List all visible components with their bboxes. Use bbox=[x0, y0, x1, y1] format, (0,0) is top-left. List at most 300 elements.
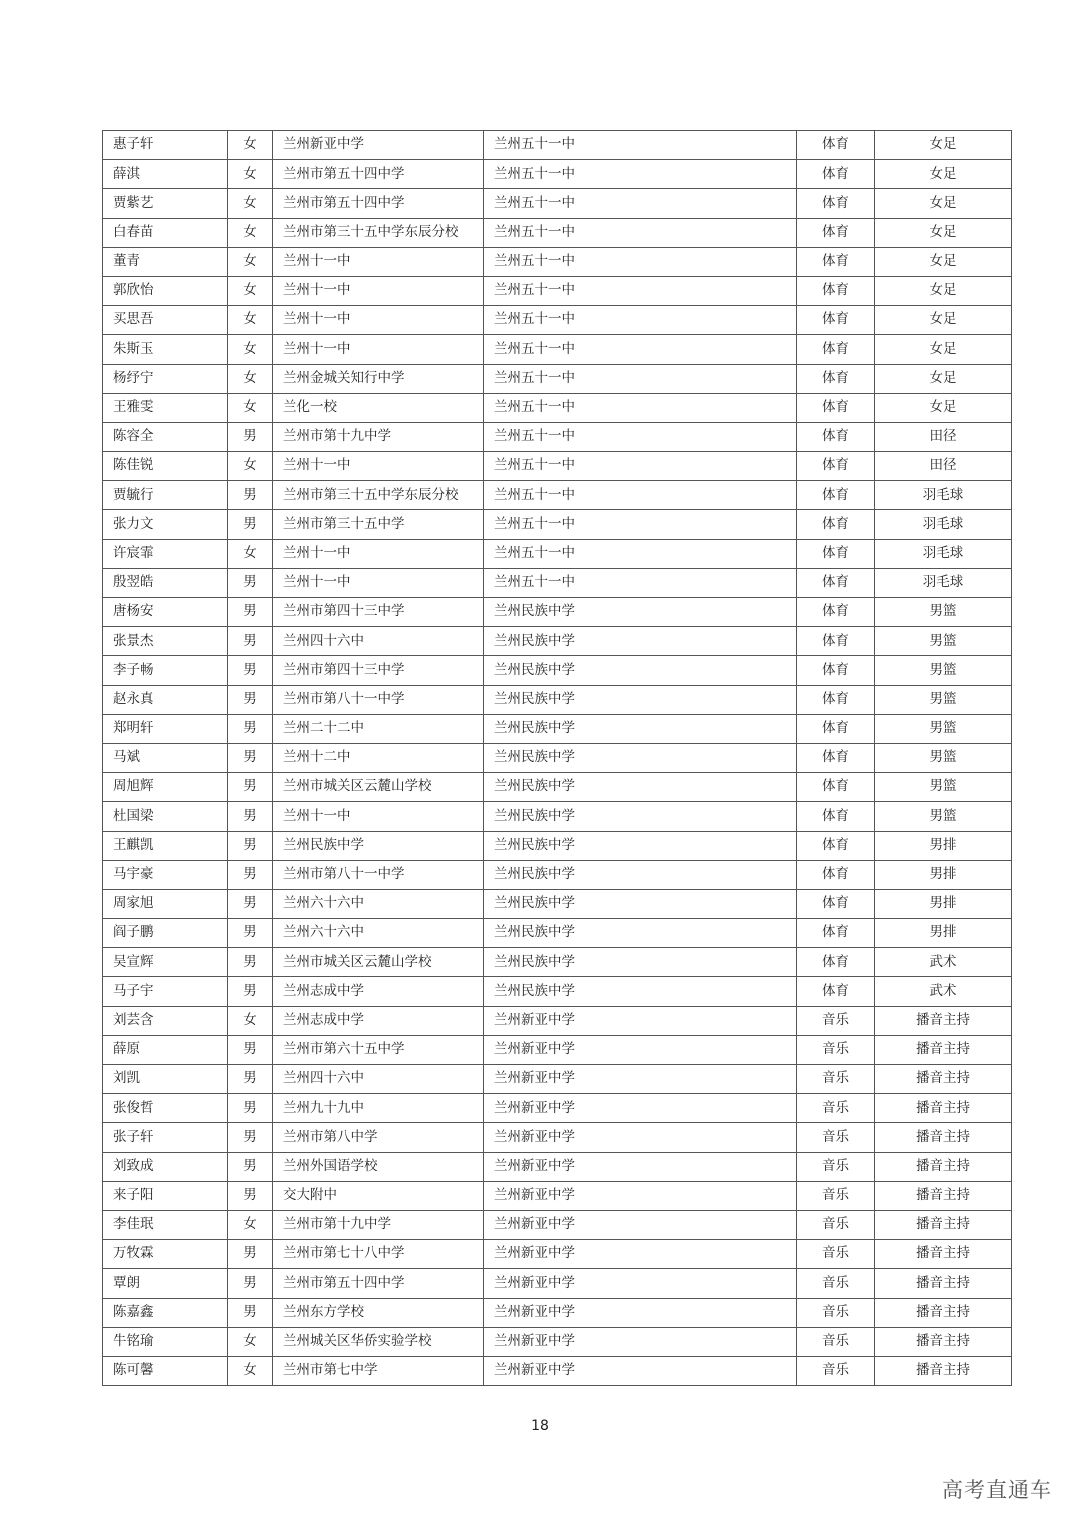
admitted-school-cell: 兰州新亚中学 bbox=[484, 1298, 797, 1327]
origin-school-cell: 兰州十一中 bbox=[273, 452, 484, 481]
specialty-cell: 男排 bbox=[875, 919, 1012, 948]
major-category-cell: 音乐 bbox=[797, 1006, 875, 1035]
table-row bbox=[103, 510, 1012, 539]
origin-school-cell: 兰州市第五十四中学 bbox=[273, 160, 484, 189]
table-row bbox=[103, 1035, 1012, 1064]
admitted-school-cell: 兰州五十一中 bbox=[484, 510, 797, 539]
table-row bbox=[103, 276, 1012, 305]
specialty-cell: 女足 bbox=[875, 364, 1012, 393]
specialty-cell: 播音主持 bbox=[875, 1269, 1012, 1298]
admitted-school-cell: 兰州民族中学 bbox=[484, 860, 797, 889]
admission-table bbox=[102, 130, 1012, 1386]
table-row bbox=[103, 1298, 1012, 1327]
student-name-cell: 李佳珉 bbox=[103, 1210, 228, 1239]
origin-school-cell: 兰州市第六十五中学 bbox=[273, 1035, 484, 1064]
major-category-cell: 体育 bbox=[797, 131, 875, 160]
major-category-cell: 音乐 bbox=[797, 1240, 875, 1269]
student-name-cell: 赵永真 bbox=[103, 685, 228, 714]
origin-school-cell: 兰州民族中学 bbox=[273, 831, 484, 860]
gender-cell: 男 bbox=[228, 481, 273, 510]
origin-school-cell: 交大附中 bbox=[273, 1181, 484, 1210]
admitted-school-cell: 兰州民族中学 bbox=[484, 948, 797, 977]
gender-cell: 男 bbox=[228, 598, 273, 627]
major-category-cell: 音乐 bbox=[797, 1123, 875, 1152]
origin-school-cell: 兰州市第十九中学 bbox=[273, 422, 484, 451]
specialty-cell: 女足 bbox=[875, 131, 1012, 160]
student-name-cell: 马斌 bbox=[103, 743, 228, 772]
admitted-school-cell: 兰州新亚中学 bbox=[484, 1006, 797, 1035]
table-row bbox=[103, 977, 1012, 1006]
origin-school-cell: 兰州十一中 bbox=[273, 335, 484, 364]
origin-school-cell: 兰州九十九中 bbox=[273, 1094, 484, 1123]
major-category-cell: 音乐 bbox=[797, 1065, 875, 1094]
admitted-school-cell: 兰州五十一中 bbox=[484, 276, 797, 305]
table-row bbox=[103, 1356, 1012, 1385]
major-category-cell: 体育 bbox=[797, 189, 875, 218]
major-category-cell: 体育 bbox=[797, 481, 875, 510]
gender-cell: 男 bbox=[228, 1298, 273, 1327]
major-category-cell: 音乐 bbox=[797, 1356, 875, 1385]
specialty-cell: 播音主持 bbox=[875, 1356, 1012, 1385]
admitted-school-cell: 兰州民族中学 bbox=[484, 802, 797, 831]
student-name-cell: 朱斯玉 bbox=[103, 335, 228, 364]
origin-school-cell: 兰州市第七中学 bbox=[273, 1356, 484, 1385]
major-category-cell: 体育 bbox=[797, 948, 875, 977]
student-name-cell: 吴宣辉 bbox=[103, 948, 228, 977]
gender-cell: 男 bbox=[228, 714, 273, 743]
major-category-cell: 体育 bbox=[797, 919, 875, 948]
major-category-cell: 音乐 bbox=[797, 1181, 875, 1210]
table-row bbox=[103, 247, 1012, 276]
table-row bbox=[103, 1123, 1012, 1152]
origin-school-cell: 兰州十一中 bbox=[273, 568, 484, 597]
admitted-school-cell: 兰州新亚中学 bbox=[484, 1269, 797, 1298]
origin-school-cell: 兰化一校 bbox=[273, 393, 484, 422]
major-category-cell: 体育 bbox=[797, 802, 875, 831]
major-category-cell: 体育 bbox=[797, 422, 875, 451]
table-row bbox=[103, 306, 1012, 335]
admitted-school-cell: 兰州民族中学 bbox=[484, 743, 797, 772]
admitted-school-cell: 兰州民族中学 bbox=[484, 714, 797, 743]
origin-school-cell: 兰州市第四十三中学 bbox=[273, 656, 484, 685]
specialty-cell: 男篮 bbox=[875, 598, 1012, 627]
specialty-cell: 女足 bbox=[875, 276, 1012, 305]
admitted-school-cell: 兰州五十一中 bbox=[484, 306, 797, 335]
student-name-cell: 贾毓行 bbox=[103, 481, 228, 510]
admitted-school-cell: 兰州新亚中学 bbox=[484, 1065, 797, 1094]
table-row bbox=[103, 1065, 1012, 1094]
origin-school-cell: 兰州四十六中 bbox=[273, 1065, 484, 1094]
specialty-cell: 男篮 bbox=[875, 773, 1012, 802]
gender-cell: 女 bbox=[228, 247, 273, 276]
origin-school-cell: 兰州新亚中学 bbox=[273, 131, 484, 160]
gender-cell: 女 bbox=[228, 452, 273, 481]
table-row bbox=[103, 393, 1012, 422]
origin-school-cell: 兰州市第三十五中学东辰分校 bbox=[273, 218, 484, 247]
specialty-cell: 男篮 bbox=[875, 714, 1012, 743]
student-name-cell: 郑明轩 bbox=[103, 714, 228, 743]
specialty-cell: 女足 bbox=[875, 306, 1012, 335]
origin-school-cell: 兰州四十六中 bbox=[273, 627, 484, 656]
table-row bbox=[103, 831, 1012, 860]
major-category-cell: 体育 bbox=[797, 452, 875, 481]
admitted-school-cell: 兰州民族中学 bbox=[484, 656, 797, 685]
admitted-school-cell: 兰州五十一中 bbox=[484, 189, 797, 218]
specialty-cell: 女足 bbox=[875, 335, 1012, 364]
gender-cell: 女 bbox=[228, 539, 273, 568]
student-name-cell: 王雅雯 bbox=[103, 393, 228, 422]
student-name-cell: 李子畅 bbox=[103, 656, 228, 685]
table-row bbox=[103, 539, 1012, 568]
admitted-school-cell: 兰州五十一中 bbox=[484, 131, 797, 160]
major-category-cell: 体育 bbox=[797, 656, 875, 685]
major-category-cell: 音乐 bbox=[797, 1298, 875, 1327]
table-row bbox=[103, 218, 1012, 247]
table-row bbox=[103, 598, 1012, 627]
admitted-school-cell: 兰州五十一中 bbox=[484, 160, 797, 189]
student-name-cell: 唐杨安 bbox=[103, 598, 228, 627]
major-category-cell: 体育 bbox=[797, 160, 875, 189]
student-name-cell: 许宸霏 bbox=[103, 539, 228, 568]
admitted-school-cell: 兰州新亚中学 bbox=[484, 1327, 797, 1356]
major-category-cell: 体育 bbox=[797, 247, 875, 276]
student-name-cell: 刘凯 bbox=[103, 1065, 228, 1094]
specialty-cell: 男篮 bbox=[875, 685, 1012, 714]
student-name-cell: 牛铭瑜 bbox=[103, 1327, 228, 1356]
major-category-cell: 体育 bbox=[797, 335, 875, 364]
student-name-cell: 张子轩 bbox=[103, 1123, 228, 1152]
admitted-school-cell: 兰州民族中学 bbox=[484, 977, 797, 1006]
gender-cell: 女 bbox=[228, 218, 273, 247]
admitted-school-cell: 兰州五十一中 bbox=[484, 393, 797, 422]
admitted-school-cell: 兰州五十一中 bbox=[484, 481, 797, 510]
origin-school-cell: 兰州市城关区云麓山学校 bbox=[273, 948, 484, 977]
admitted-school-cell: 兰州民族中学 bbox=[484, 889, 797, 918]
specialty-cell: 田径 bbox=[875, 452, 1012, 481]
origin-school-cell: 兰州市第八中学 bbox=[273, 1123, 484, 1152]
admitted-school-cell: 兰州五十一中 bbox=[484, 539, 797, 568]
origin-school-cell: 兰州市第八十一中学 bbox=[273, 860, 484, 889]
specialty-cell: 男篮 bbox=[875, 743, 1012, 772]
gender-cell: 男 bbox=[228, 977, 273, 1006]
gender-cell: 女 bbox=[228, 276, 273, 305]
origin-school-cell: 兰州市第五十四中学 bbox=[273, 189, 484, 218]
student-name-cell: 陈佳锐 bbox=[103, 452, 228, 481]
specialty-cell: 播音主持 bbox=[875, 1210, 1012, 1239]
major-category-cell: 体育 bbox=[797, 685, 875, 714]
major-category-cell: 音乐 bbox=[797, 1035, 875, 1064]
student-name-cell: 白春苗 bbox=[103, 218, 228, 247]
major-category-cell: 音乐 bbox=[797, 1152, 875, 1181]
origin-school-cell: 兰州市第八十一中学 bbox=[273, 685, 484, 714]
gender-cell: 男 bbox=[228, 1269, 273, 1298]
gender-cell: 女 bbox=[228, 1356, 273, 1385]
specialty-cell: 男排 bbox=[875, 860, 1012, 889]
origin-school-cell: 兰州市第七十八中学 bbox=[273, 1240, 484, 1269]
major-category-cell: 体育 bbox=[797, 393, 875, 422]
admitted-school-cell: 兰州新亚中学 bbox=[484, 1094, 797, 1123]
table-row bbox=[103, 1094, 1012, 1123]
gender-cell: 男 bbox=[228, 510, 273, 539]
specialty-cell: 播音主持 bbox=[875, 1035, 1012, 1064]
origin-school-cell: 兰州志成中学 bbox=[273, 977, 484, 1006]
table-row bbox=[103, 481, 1012, 510]
gender-cell: 女 bbox=[228, 1210, 273, 1239]
gender-cell: 男 bbox=[228, 1240, 273, 1269]
table-row bbox=[103, 714, 1012, 743]
origin-school-cell: 兰州金城关知行中学 bbox=[273, 364, 484, 393]
origin-school-cell: 兰州市第十九中学 bbox=[273, 1210, 484, 1239]
gender-cell: 男 bbox=[228, 919, 273, 948]
table-row bbox=[103, 802, 1012, 831]
gender-cell: 男 bbox=[228, 1181, 273, 1210]
major-category-cell: 体育 bbox=[797, 218, 875, 247]
gender-cell: 男 bbox=[228, 422, 273, 451]
admitted-school-cell: 兰州新亚中学 bbox=[484, 1123, 797, 1152]
major-category-cell: 音乐 bbox=[797, 1210, 875, 1239]
student-name-cell: 张俊哲 bbox=[103, 1094, 228, 1123]
admitted-school-cell: 兰州五十一中 bbox=[484, 335, 797, 364]
table-row bbox=[103, 452, 1012, 481]
gender-cell: 男 bbox=[228, 1065, 273, 1094]
origin-school-cell: 兰州市第三十五中学 bbox=[273, 510, 484, 539]
specialty-cell: 田径 bbox=[875, 422, 1012, 451]
origin-school-cell: 兰州市第五十四中学 bbox=[273, 1269, 484, 1298]
gender-cell: 男 bbox=[228, 568, 273, 597]
gender-cell: 女 bbox=[228, 160, 273, 189]
admitted-school-cell: 兰州新亚中学 bbox=[484, 1035, 797, 1064]
gender-cell: 男 bbox=[228, 831, 273, 860]
specialty-cell: 男排 bbox=[875, 889, 1012, 918]
major-category-cell: 体育 bbox=[797, 539, 875, 568]
gender-cell: 女 bbox=[228, 131, 273, 160]
origin-school-cell: 兰州十一中 bbox=[273, 306, 484, 335]
student-name-cell: 薛淇 bbox=[103, 160, 228, 189]
student-name-cell: 陈可馨 bbox=[103, 1356, 228, 1385]
gender-cell: 男 bbox=[228, 948, 273, 977]
specialty-cell: 播音主持 bbox=[875, 1181, 1012, 1210]
student-name-cell: 董青 bbox=[103, 247, 228, 276]
origin-school-cell: 兰州东方学校 bbox=[273, 1298, 484, 1327]
major-category-cell: 音乐 bbox=[797, 1327, 875, 1356]
student-name-cell: 周旭辉 bbox=[103, 773, 228, 802]
table-body bbox=[103, 131, 1012, 1386]
admitted-school-cell: 兰州五十一中 bbox=[484, 364, 797, 393]
major-category-cell: 体育 bbox=[797, 568, 875, 597]
admitted-school-cell: 兰州新亚中学 bbox=[484, 1210, 797, 1239]
admitted-school-cell: 兰州五十一中 bbox=[484, 247, 797, 276]
table-row bbox=[103, 685, 1012, 714]
gender-cell: 女 bbox=[228, 335, 273, 364]
student-name-cell: 万牧霖 bbox=[103, 1240, 228, 1269]
student-name-cell: 杜国梁 bbox=[103, 802, 228, 831]
table-row bbox=[103, 160, 1012, 189]
table-row bbox=[103, 1240, 1012, 1269]
admitted-school-cell: 兰州五十一中 bbox=[484, 218, 797, 247]
admitted-school-cell: 兰州民族中学 bbox=[484, 598, 797, 627]
table-row bbox=[103, 422, 1012, 451]
table-row bbox=[103, 364, 1012, 393]
table-row bbox=[103, 568, 1012, 597]
gender-cell: 男 bbox=[228, 1123, 273, 1152]
student-name-cell: 殷翌皓 bbox=[103, 568, 228, 597]
student-name-cell: 薛原 bbox=[103, 1035, 228, 1064]
origin-school-cell: 兰州十一中 bbox=[273, 539, 484, 568]
specialty-cell: 播音主持 bbox=[875, 1094, 1012, 1123]
admitted-school-cell: 兰州新亚中学 bbox=[484, 1240, 797, 1269]
table-row bbox=[103, 1181, 1012, 1210]
table-row bbox=[103, 1269, 1012, 1298]
specialty-cell: 女足 bbox=[875, 218, 1012, 247]
admitted-school-cell: 兰州新亚中学 bbox=[484, 1356, 797, 1385]
table-row bbox=[103, 627, 1012, 656]
specialty-cell: 播音主持 bbox=[875, 1298, 1012, 1327]
specialty-cell: 播音主持 bbox=[875, 1123, 1012, 1152]
major-category-cell: 体育 bbox=[797, 276, 875, 305]
specialty-cell: 播音主持 bbox=[875, 1327, 1012, 1356]
specialty-cell: 男篮 bbox=[875, 627, 1012, 656]
admitted-school-cell: 兰州五十一中 bbox=[484, 452, 797, 481]
specialty-cell: 羽毛球 bbox=[875, 568, 1012, 597]
specialty-cell: 男篮 bbox=[875, 656, 1012, 685]
table-row bbox=[103, 889, 1012, 918]
gender-cell: 女 bbox=[228, 364, 273, 393]
admitted-school-cell: 兰州民族中学 bbox=[484, 685, 797, 714]
major-category-cell: 体育 bbox=[797, 743, 875, 772]
table-row bbox=[103, 948, 1012, 977]
student-name-cell: 惠子轩 bbox=[103, 131, 228, 160]
gender-cell: 男 bbox=[228, 889, 273, 918]
table-row bbox=[103, 1327, 1012, 1356]
admitted-school-cell: 兰州五十一中 bbox=[484, 568, 797, 597]
student-name-cell: 郭欣怡 bbox=[103, 276, 228, 305]
origin-school-cell: 兰州六十六中 bbox=[273, 889, 484, 918]
admitted-school-cell: 兰州五十一中 bbox=[484, 422, 797, 451]
specialty-cell: 女足 bbox=[875, 160, 1012, 189]
major-category-cell: 体育 bbox=[797, 714, 875, 743]
gender-cell: 男 bbox=[228, 860, 273, 889]
student-name-cell: 阎子鹏 bbox=[103, 919, 228, 948]
student-name-cell: 覃朗 bbox=[103, 1269, 228, 1298]
student-name-cell: 陈容全 bbox=[103, 422, 228, 451]
origin-school-cell: 兰州十二中 bbox=[273, 743, 484, 772]
student-name-cell: 马宇豪 bbox=[103, 860, 228, 889]
major-category-cell: 体育 bbox=[797, 860, 875, 889]
gender-cell: 男 bbox=[228, 1035, 273, 1064]
admitted-school-cell: 兰州民族中学 bbox=[484, 919, 797, 948]
table-row bbox=[103, 919, 1012, 948]
specialty-cell: 播音主持 bbox=[875, 1240, 1012, 1269]
major-category-cell: 体育 bbox=[797, 306, 875, 335]
origin-school-cell: 兰州六十六中 bbox=[273, 919, 484, 948]
student-name-cell: 张力文 bbox=[103, 510, 228, 539]
major-category-cell: 体育 bbox=[797, 627, 875, 656]
gender-cell: 男 bbox=[228, 656, 273, 685]
major-category-cell: 体育 bbox=[797, 977, 875, 1006]
specialty-cell: 男排 bbox=[875, 831, 1012, 860]
gender-cell: 男 bbox=[228, 1094, 273, 1123]
specialty-cell: 羽毛球 bbox=[875, 510, 1012, 539]
origin-school-cell: 兰州十一中 bbox=[273, 247, 484, 276]
gender-cell: 男 bbox=[228, 773, 273, 802]
major-category-cell: 音乐 bbox=[797, 1094, 875, 1123]
table-row bbox=[103, 131, 1012, 160]
table-row bbox=[103, 1006, 1012, 1035]
origin-school-cell: 兰州市第四十三中学 bbox=[273, 598, 484, 627]
gender-cell: 男 bbox=[228, 743, 273, 772]
gender-cell: 女 bbox=[228, 1327, 273, 1356]
admitted-school-cell: 兰州民族中学 bbox=[484, 627, 797, 656]
gender-cell: 男 bbox=[228, 802, 273, 831]
student-name-cell: 马子宇 bbox=[103, 977, 228, 1006]
specialty-cell: 羽毛球 bbox=[875, 481, 1012, 510]
table-row bbox=[103, 773, 1012, 802]
specialty-cell: 女足 bbox=[875, 247, 1012, 276]
watermark: 高考直通车 bbox=[942, 1478, 1052, 1502]
page-number: 18 bbox=[531, 1418, 549, 1434]
origin-school-cell: 兰州十一中 bbox=[273, 276, 484, 305]
admitted-school-cell: 兰州民族中学 bbox=[484, 831, 797, 860]
gender-cell: 女 bbox=[228, 1006, 273, 1035]
specialty-cell: 女足 bbox=[875, 393, 1012, 422]
gender-cell: 女 bbox=[228, 189, 273, 218]
gender-cell: 男 bbox=[228, 1152, 273, 1181]
major-category-cell: 体育 bbox=[797, 831, 875, 860]
student-name-cell: 刘致成 bbox=[103, 1152, 228, 1181]
gender-cell: 男 bbox=[228, 627, 273, 656]
admitted-school-cell: 兰州新亚中学 bbox=[484, 1181, 797, 1210]
major-category-cell: 体育 bbox=[797, 889, 875, 918]
major-category-cell: 体育 bbox=[797, 364, 875, 393]
major-category-cell: 音乐 bbox=[797, 1269, 875, 1298]
origin-school-cell: 兰州城关区华侨实验学校 bbox=[273, 1327, 484, 1356]
student-name-cell: 杨纾宁 bbox=[103, 364, 228, 393]
gender-cell: 女 bbox=[228, 306, 273, 335]
origin-school-cell: 兰州市城关区云麓山学校 bbox=[273, 773, 484, 802]
specialty-cell: 武术 bbox=[875, 977, 1012, 1006]
gender-cell: 男 bbox=[228, 685, 273, 714]
specialty-cell: 播音主持 bbox=[875, 1152, 1012, 1181]
student-name-cell: 王麒凯 bbox=[103, 831, 228, 860]
student-name-cell: 周家旭 bbox=[103, 889, 228, 918]
origin-school-cell: 兰州十一中 bbox=[273, 802, 484, 831]
table-row bbox=[103, 1210, 1012, 1239]
major-category-cell: 体育 bbox=[797, 510, 875, 539]
specialty-cell: 男篮 bbox=[875, 802, 1012, 831]
specialty-cell: 播音主持 bbox=[875, 1006, 1012, 1035]
student-name-cell: 陈嘉鑫 bbox=[103, 1298, 228, 1327]
student-name-cell: 张景杰 bbox=[103, 627, 228, 656]
origin-school-cell: 兰州二十二中 bbox=[273, 714, 484, 743]
gender-cell: 女 bbox=[228, 393, 273, 422]
table-row bbox=[103, 860, 1012, 889]
admitted-school-cell: 兰州民族中学 bbox=[484, 773, 797, 802]
origin-school-cell: 兰州市第三十五中学东辰分校 bbox=[273, 481, 484, 510]
table-row bbox=[103, 1152, 1012, 1181]
origin-school-cell: 兰州外国语学校 bbox=[273, 1152, 484, 1181]
specialty-cell: 播音主持 bbox=[875, 1065, 1012, 1094]
specialty-cell: 女足 bbox=[875, 189, 1012, 218]
specialty-cell: 羽毛球 bbox=[875, 539, 1012, 568]
major-category-cell: 体育 bbox=[797, 598, 875, 627]
table-row bbox=[103, 189, 1012, 218]
table-row bbox=[103, 656, 1012, 685]
table-row bbox=[103, 743, 1012, 772]
student-name-cell: 来子阳 bbox=[103, 1181, 228, 1210]
student-name-cell: 买思吾 bbox=[103, 306, 228, 335]
student-name-cell: 刘芸含 bbox=[103, 1006, 228, 1035]
student-name-cell: 贾紫艺 bbox=[103, 189, 228, 218]
